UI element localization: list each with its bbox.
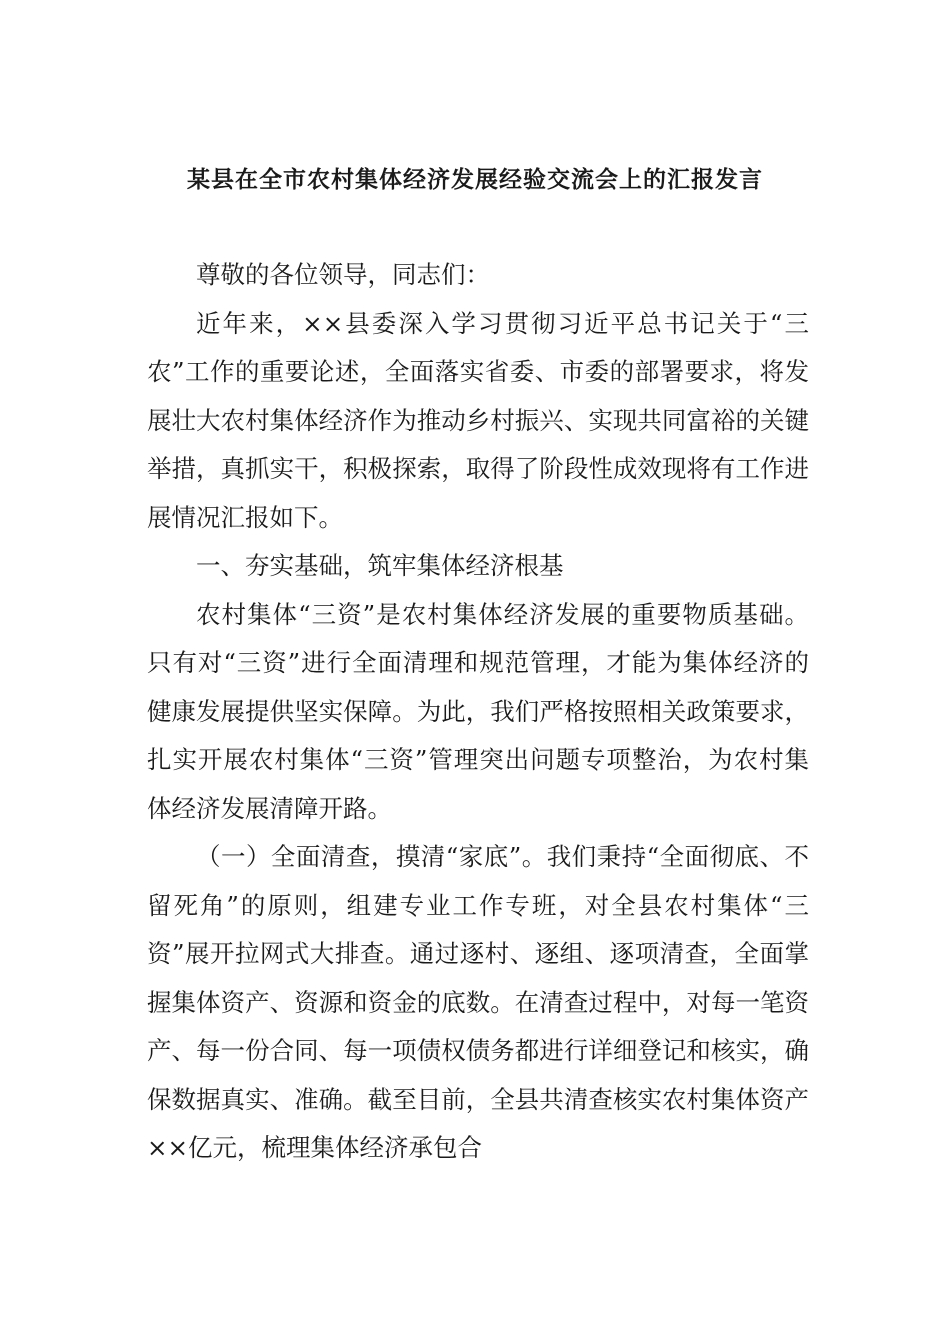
salutation-paragraph: 尊敬的各位领导，同志们： — [196, 260, 490, 289]
section-heading: 一、夯实基础，筑牢集体经济根基 — [196, 551, 564, 580]
subsection-paragraph: （一）全面清查，摸清“家底”。我们秉持“全面彻底、不留死角”的原则，组建专业工作专班，对全县农村集体“三资”展开拉网式大排查。通过逐村、逐组、逐项清查，全面掌握集体资产、资源和资金的底数。在清查过程中，对每一笔资产、每一份合同、每一项债权债务都进行详细登记和核实，确保数据真实、准确。截至目前，全县共清查核实农村集体资产××亿元，梳理集体经济承包合 — [147, 842, 809, 1162]
document-body — [147, 251, 809, 1173]
intro-paragraph: 近年来，××县委深入学习贯彻习近平总书记关于“三农”工作的重要论述，全面落实省委、市委的部署要求，将发展壮大农村集体经济作为推动乡村振兴、实现共同富裕的关键举措，真抓实干，积极探索，取得了阶段性成效现将有工作进展情况汇报如下。 — [147, 308, 809, 532]
document-title: 某县在全市农村集体经济发展经验交流会上的汇报发言 — [187, 167, 763, 193]
section-paragraph: 农村集体“三资”是农村集体经济发展的重要物质基础。只有对“三资”进行全面清理和规范管理，才能为集体经济的健康发展提供坚实保障。为此，我们严格按照相关政策要求，扎实开展农村集体“三资”管理突出问题专项整治，为农村集体经济发展清障开路。 — [147, 599, 809, 823]
